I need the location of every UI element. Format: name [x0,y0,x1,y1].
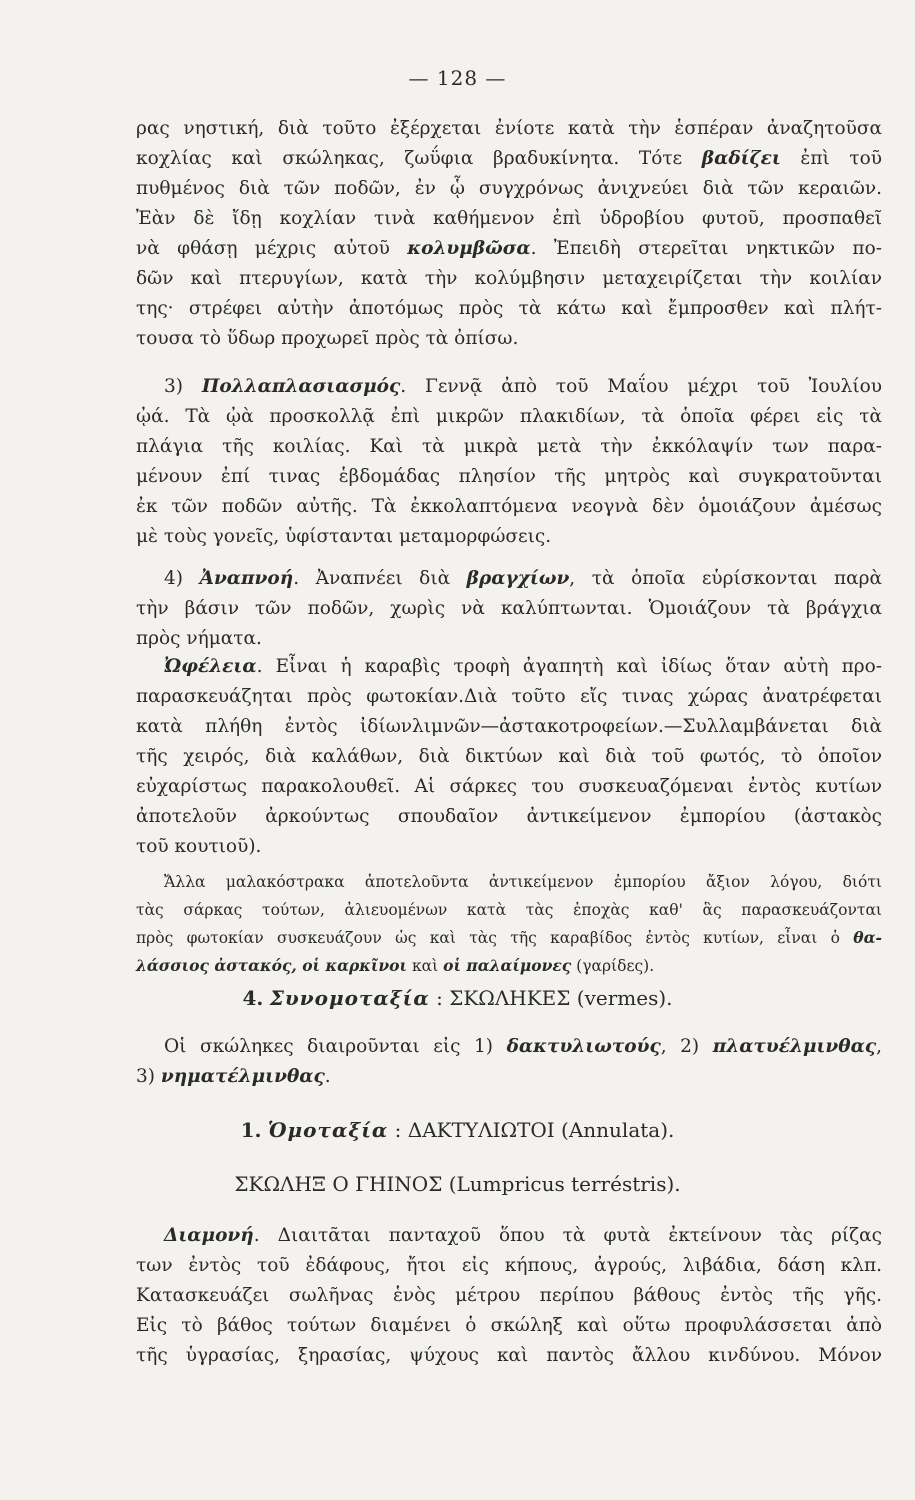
section-title: ΔΑΚΤΥΛΙΩΤΟΙ [407,1118,555,1142]
text-line: πλάγια τῆς κοιλίας. Καὶ τὰ μικρὰ μετὰ τὴν ἐκκόλαψίν των παρα- [136,436,882,457]
text-line: λάσσιος ἀστακός, οἱ καρκῖνοι καὶ οἱ παλαίμονες (γαρίδες). [136,956,655,975]
page-number: — 128 — [408,66,507,90]
bold-term: οἱ παλαίμονες [443,956,572,975]
species-title: ΣΚΩΛΗΞ Ο ΓΗΙΝΟΣ [234,1172,443,1196]
note-block [136,868,882,980]
text-line: νὰ φθάσῃ μέχρις αὐτοῦ κολυμβῶσα. Ἐπειδὴ στερεῖται νηκτικῶν πο- [136,238,882,259]
section-latin: (vermes). [576,986,673,1010]
paragraph-1 [136,114,882,354]
section-title: ΣΚΩΛΗΚΕΣ [449,986,571,1010]
species-heading [0,1172,915,1196]
bold-term: δακτυλιωτούς [506,1036,661,1057]
text-line: 4) Ἀναπνοή. Ἀναπνέει διὰ βραγχίων, τὰ ὁποῖα εὑρίσκονται παρὰ [164,568,882,589]
bold-term: θα- [853,928,882,947]
text-line: κοχλίας καὶ σκώληκας, ζωΰφια βραδυκίνητα. Τότε βαδίζει ἐπὶ τοῦ [136,148,882,169]
section-latin: (Annulata). [561,1118,675,1142]
text-line: τοῦ κουτιοῦ). [136,836,262,857]
text-line: 3) νηματέλμινθας. [136,1066,331,1087]
bold-term: Πολλαπλασιασμός [201,376,401,397]
bold-term: Ὠφέλεια [164,656,257,677]
bold-term: λάσσιος ἀστακός, οἱ καρκῖνοι [136,956,408,975]
text-line: Διαμονή. Διαιτᾶται πανταχοῦ ὅπου τὰ φυτὰ ἐκτείνουν τὰς ρίζας [164,1225,882,1246]
species-latin: (Lumpricus terréstris). [448,1172,681,1196]
text-line: τῆς χειρός, διὰ καλάθων, διὰ δικτύων καὶ διὰ τοῦ φωτός, τὸ ὁποῖον [136,746,882,767]
bold-term: πλατυέλμινθας [712,1036,877,1057]
text-line: μένουν ἐπί τινας ἑβδομάδας πλησίον τῆς μητρὸς καὶ συγκρατοῦνται [136,466,882,487]
text-line: της· στρέφει αὐτὴν ἀποτόμως πρὸς τὰ κάτω καὶ ἔμπροσθεν καὶ πλήτ- [136,298,882,319]
text-line: ρας νηστική, διὰ τοῦτο ἐξέρχεται ἐνίοτε κατὰ τὴν ἑσπέραν ἀναζητοῦσα [136,118,882,139]
paragraph-2 [136,372,882,552]
section-number: 1. [240,1118,262,1142]
section-category: Συνομοταξία [269,986,430,1010]
bold-term: Διαμονή [164,1225,254,1246]
text-line: ᾠά. Τὰ ᾠὰ προσκολλᾷ ἐπὶ μικρῶν πλακιδίων, τὰ ὁποῖα φέρει εἰς τὰ [136,406,882,427]
bold-term: βαδίζει [701,148,781,169]
text-line: των ἐντὸς τοῦ ἐδάφους, ἤτοι εἰς κήπους, ἀγρούς, λιβάδια, δάση κλπ. [136,1255,882,1276]
text-line: μὲ τοὺς γονεῖς, ὑφίστανται μεταμορφώσεις. [136,526,552,547]
bold-term: κολυμβῶσα [407,238,531,259]
section-category: Ὁμοταξία [267,1118,389,1142]
text-line: πρὸς φωτοκίαν συσκευάζουν ὡς καὶ τὰς τῆς καραβίδος ἐντὸς κυτίων, εἶναι ὁ θα- [136,928,882,947]
bold-term: νηματέλμινθας [160,1066,325,1087]
text-line: Εἰς τὸ βάθος τούτων διαμένει ὁ σκώληξ καὶ οὕτω προφυλάσσεται ἀπὸ [136,1315,882,1336]
text-line: Ἄλλα μαλακόστρακα ἀποτελοῦντα ἀντικείμενον ἐμπορίου ἄξιον λόγου, διότι [164,873,882,891]
bold-term: Ἀναπνοή [199,568,294,589]
text-line: Ὠφέλεια. Εἶναι ἡ καραβὶς τροφὴ ἀγαπητὴ καὶ ἰδίως ὅταν αὐτὴ προ- [164,656,882,677]
paragraph-3 [136,564,882,654]
text-line: εὐχαρίστως παρακολουθεῖ. Αἱ σάρκες του συσκευαζόμεναι ἐντὸς κυτίων [136,776,882,797]
text-line: Κατασκευάζει σωλῆνας ἑνὸς μέτρου περίπου βάθους ἐντὸς τῆς γῆς. [136,1285,882,1306]
text-line: τῆς ὑγρασίας, ξηρασίας, ψύχους καὶ παντὸς ἄλλου κινδύνου. Μόνον [136,1345,882,1366]
paragraph-6 [136,1221,882,1371]
text-line: ἐκ τῶν ποδῶν αὐτῆς. Τὰ ἐκκολαπτόμενα νεογνὰ δὲν ὁμοιάζουν ἀμέσως [136,496,882,517]
text-line: 3) Πολλαπλασιασμός. Γεννᾷ ἀπὸ τοῦ Μαΐου μέχρι τοῦ Ἰουλίου [164,376,882,397]
text-line: παρασκευάζηται πρὸς φωτοκίαν.Διὰ τοῦτο εἴς τινας χώρας ἀνατρέφεται [136,686,882,707]
text-line: πυθμένος διὰ τῶν ποδῶν, ἐν ᾧ συγχρόνως ἀνιχνεύει διὰ τῶν κεραιῶν. [136,178,882,199]
text-line: ἀποτελοῦν ἀρκούντως σπουδαῖον ἀντικείμενον ἐμπορίου (ἀστακὸς [136,806,882,827]
section-heading-annulata: 1. Ὁμοταξία : ΔΑΚΤΥΛΙΩΤΟΙ (Annulata). [240,1118,675,1142]
text-line: πρὸς νήματα. [136,628,262,649]
text-line: Ἐὰν δὲ ἴδῃ κοχλίαν τινὰ καθήμενον ἐπὶ ὑδροβίου φυτοῦ, προσπαθεῖ [136,208,882,229]
text-line: τουσα τὸ ὕδωρ προχωρεῖ πρὸς τὰ ὀπίσω. [136,328,519,349]
text-line: τὴν βάσιν τῶν ποδῶν, χωρὶς νὰ καλύπτωνται. Ὁμοιάζουν τὰ βράγχια [136,598,882,619]
text-line: Οἱ σκώληκες διαιροῦνται εἰς 1) δακτυλιωτούς, 2) πλατυέλμινθας, [164,1036,882,1057]
text-line: κατὰ πλήθη ἐντὸς ἰδίωνλιμνῶν—ἀστακοτροφείων.—Συλλαμβάνεται διὰ [136,716,882,737]
text-line: δῶν καὶ πτερυγίων, κατὰ τὴν κολύμβησιν μεταχειρίζεται τὴν κοιλίαν [136,268,882,289]
section-number: 4. [242,986,264,1010]
paragraph-5 [136,1032,882,1092]
text-line: τὰς σάρκας τούτων, ἀλιευομένων κατὰ τὰς ἐποχὰς καθ' ἃς παρασκευάζονται [136,901,882,919]
paragraph-4 [136,652,882,862]
bold-term: βραγχίων [466,568,570,589]
section-heading-vermes: 4. Συνομοταξία : ΣΚΩΛΗΚΕΣ (vermes). [242,986,673,1010]
